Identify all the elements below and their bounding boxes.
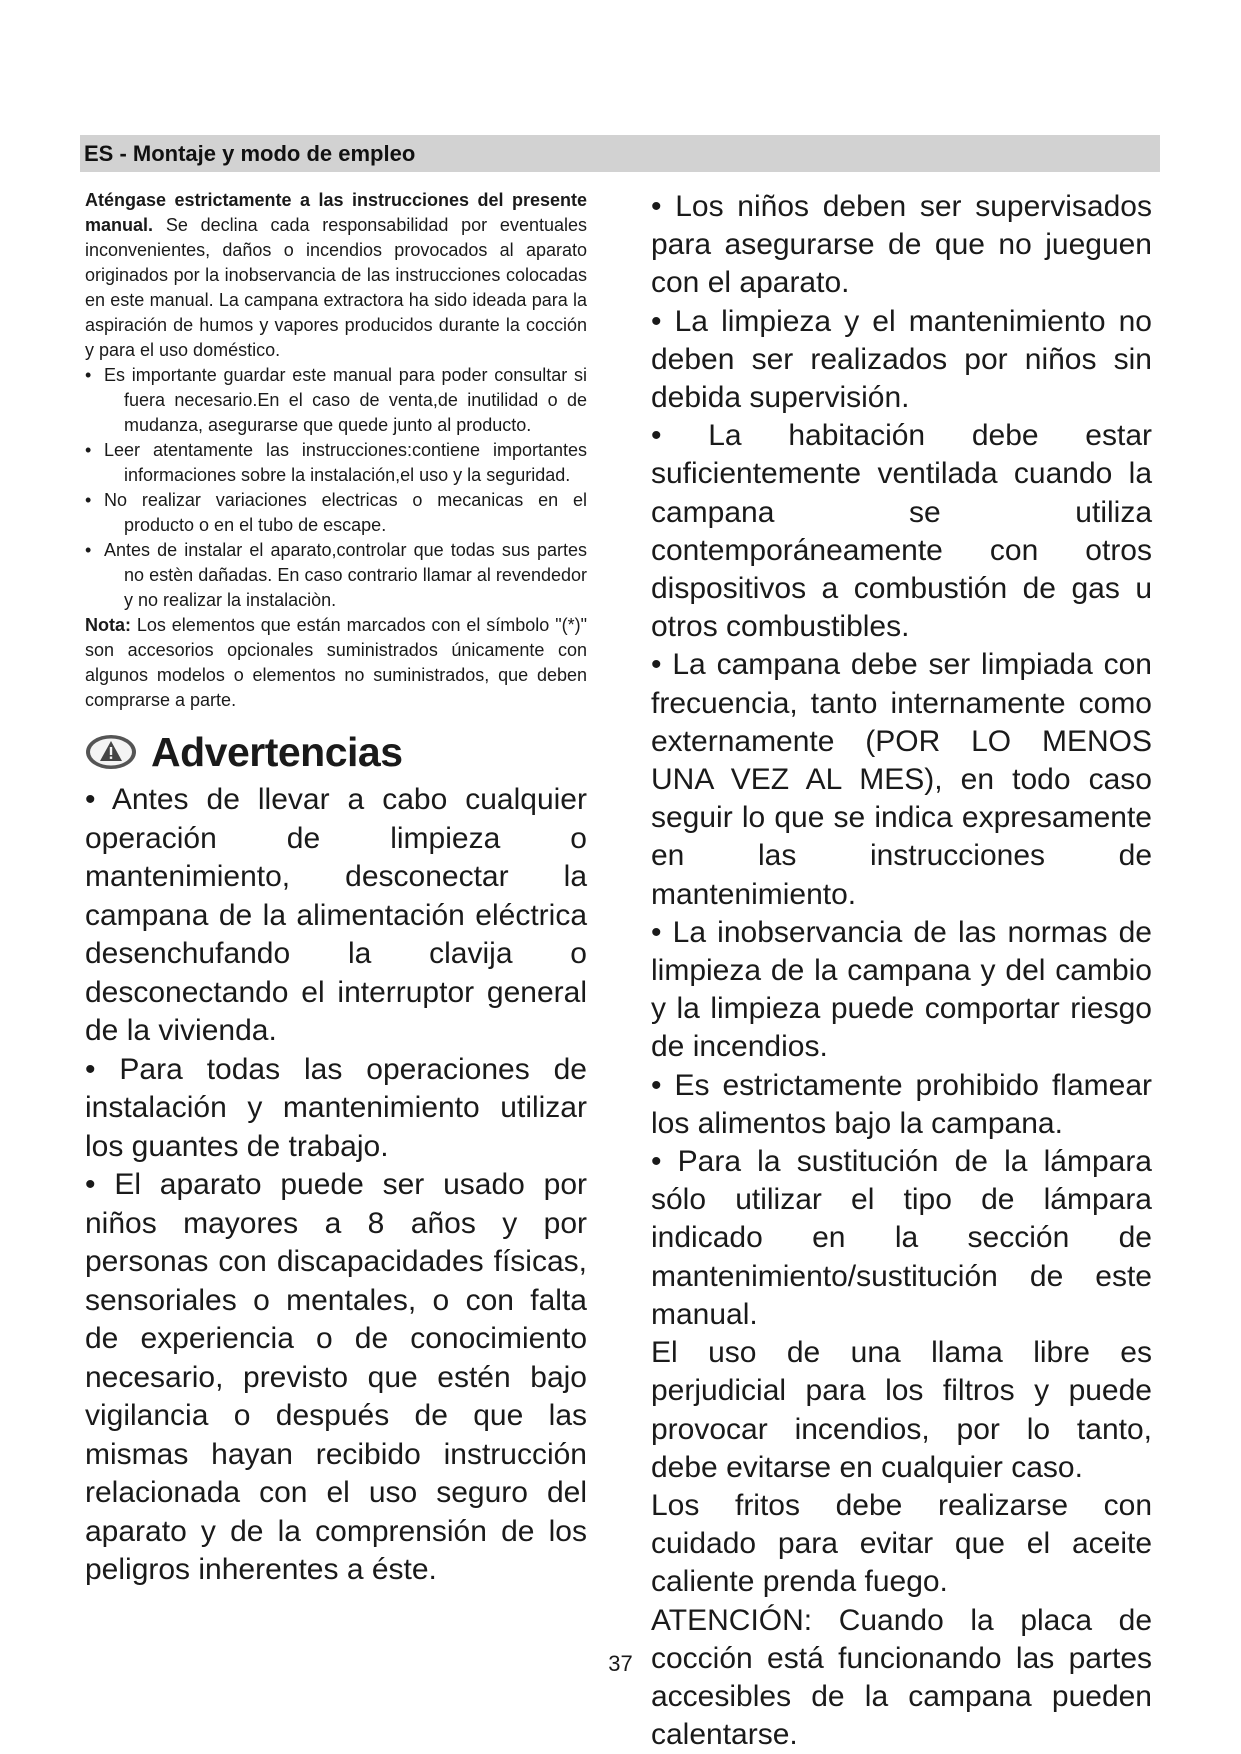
list-item: • Leer atentamente las instrucciones:contiene importantes informaciones sobre la instalación,el uso y la seguridad. [85, 440, 587, 485]
warning-paragraph: • Los niños deben ser supervisados para asegurarse de que no jueguen con el aparato. [651, 190, 1152, 300]
warning-paragraph: • Para la sustitución de la lámpara sólo utilizar el tipo de lámpara indicado en la sección de mantenimiento/sustitución de este manual. [651, 1145, 1152, 1331]
warning-paragraph: ATENCIÓN: Cuando la placa de cocción está funcionando las partes accesibles de la campana pueden calentarse. [651, 1603, 1152, 1752]
warning-paragraph: • Para todas las operaciones de instalación y mantenimiento utilizar los guantes de trabajo. [85, 1052, 587, 1163]
section-header: ES - Montaje y modo de empleo [80, 135, 1160, 172]
nota-paragraph [85, 613, 587, 713]
list-item: • No realizar variaciones electricas o mecanicas en el producto o en el tubo de escape. [85, 490, 587, 535]
warnings-title: Advertencias [151, 728, 403, 775]
nota-text: Los elementos que están marcados con el símbolo "(*)" son accesorios opcionales suministrados únicamente con algunos modelos o elementos no suministrados, que deben comprarse a parte. [85, 615, 587, 710]
list-item: • Es importante guardar este manual para poder consultar si fuera necesario.En el caso de venta,de inutilidad o de mudanza, asegurarse que quede junto al producto. [85, 365, 587, 435]
page-number: 37 [608, 1651, 633, 1676]
intro-paragraph [85, 188, 587, 363]
warning-paragraph: • La campana debe ser limpiada con frecuencia, tanto internamente como externamente (POR LO MENOS UNA VEZ AL MES), en todo caso seguir lo que se indica expresamente en las instrucciones de mantenimiento. [651, 648, 1152, 911]
warning-paragraph: • La inobservancia de las normas de limpieza de la campana y del cambio y la limpieza puede comportar riesgo de incendios. [651, 915, 1152, 1064]
right-column [651, 188, 1152, 1754]
warning-paragraph: • La habitación debe estar suficientemente ventilada cuando la campana se utiliza contemporáneamente con otros dispositivos a combustión de gas u otros combustibles. [651, 419, 1152, 644]
warning-paragraph: • La limpieza y el mantenimiento no deben ser realizados por niños sin debida supervisión. [651, 304, 1152, 415]
notes-list [85, 363, 587, 613]
nota-label: Nota: [85, 615, 131, 635]
intro-text: Se declina cada responsabilidad por eventuales inconvenientes, daños o incendios provocados al aparato originados por la inobservancia de las instrucciones colocadas en este manual. La campana extractora ha sido ideada para la aspiración de humos y vapores producidos durante la cocción y para el uso doméstico. [85, 215, 587, 360]
warning-icon [85, 734, 137, 770]
left-column [85, 188, 587, 1590]
warning-paragraph: El uso de una llama libre es perjudicial para los filtros y puede provocar incendios, por lo tanto, debe evitarse en cualquier caso. [651, 1336, 1152, 1484]
intro-bold: Aténgase estrictamente a las instrucciones del presente manual. [85, 190, 587, 235]
warning-paragraph: • Antes de llevar a cabo cualquier operación de limpieza o mantenimiento, desconectar la campana de la alimentación eléctrica desenchufando la clavija o desconectando el interruptor general de la vivienda. [85, 783, 587, 1047]
list-item: • Antes de instalar el aparato,controlar que todas sus partes no estèn dañadas. En caso contrario llamar al revendedor y no realizar la instalaciòn. [85, 540, 587, 610]
warnings-heading [85, 727, 587, 777]
warning-paragraph: Los fritos debe realizarse con cuidado para evitar que el aceite caliente prenda fuego. [651, 1488, 1152, 1599]
warning-paragraph: • El aparato puede ser usado por niños mayores a 8 años y por personas con discapacidades físicas, sensoriales o mentales, o con falta de experiencia o de conocimiento necesario, previsto que estén bajo vigilancia o después de que las mismas hayan recibido instrucción relacionada con el uso seguro del aparato y de la comprensión de los peligros inherentes a éste. [85, 1168, 587, 1586]
warning-paragraph: • Es estrictamente prohibido flamear los alimentos bajo la campana. [651, 1068, 1152, 1140]
